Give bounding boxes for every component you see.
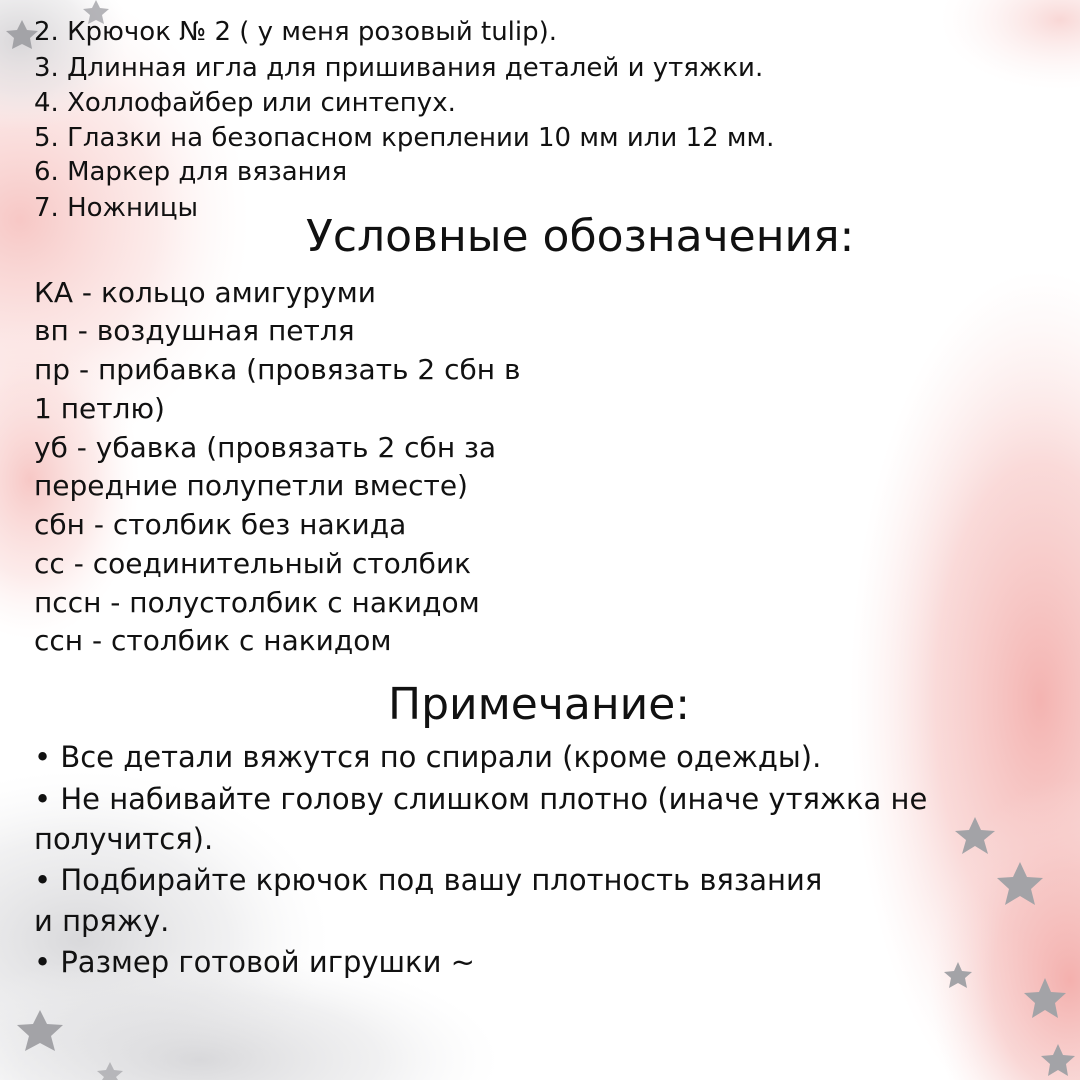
- materials-item: 3. Длинная игла для пришивания деталей и утяжки.: [34, 53, 764, 83]
- materials-item: 7. Ножницы: [34, 193, 199, 223]
- note-line: получится).: [34, 822, 214, 856]
- note-line: • Все детали вяжутся по спирали (кроме одежды).: [34, 740, 822, 774]
- materials-item: 6. Маркер для вязания: [34, 157, 348, 187]
- materials-item: 4. Холлофайбер или синтепух.: [34, 88, 456, 118]
- legend-line: 1 петлю): [34, 392, 165, 425]
- materials-item: 2. Крючок № 2 ( у меня розовый tulip).: [34, 17, 558, 47]
- legend-line: ссн - столбик с накидом: [34, 624, 392, 657]
- legend-line: пссн - полустолбик с накидом: [34, 586, 480, 619]
- note-line: и пряжу.: [34, 904, 170, 938]
- legend-title: Условные обозначения:: [306, 211, 855, 262]
- legend-line: уб - убавка (провязать 2 сбн за: [34, 431, 497, 464]
- note-line: • Подбирайте крючок под вашу плотность вязания: [34, 863, 823, 897]
- legend-line: КА - кольцо амигуруми: [34, 276, 376, 309]
- note-line: • Размер готовой игрушки ~: [34, 945, 475, 979]
- legend-line: вп - воздушная петля: [34, 314, 355, 347]
- legend-line: пр - прибавка (провязать 2 сбн в: [34, 353, 521, 386]
- materials-item: 5. Глазки на безопасном креплении 10 мм или 12 мм.: [34, 123, 775, 153]
- legend-line: сбн - столбик без накида: [34, 508, 407, 541]
- legend-line: передние полупетли вместе): [34, 469, 468, 502]
- legend-line: сс - соединительный столбик: [34, 547, 472, 580]
- notes-title: Примечание:: [388, 679, 691, 730]
- note-line: • Не набивайте голову слишком плотно (иначе утяжка не: [34, 782, 928, 816]
